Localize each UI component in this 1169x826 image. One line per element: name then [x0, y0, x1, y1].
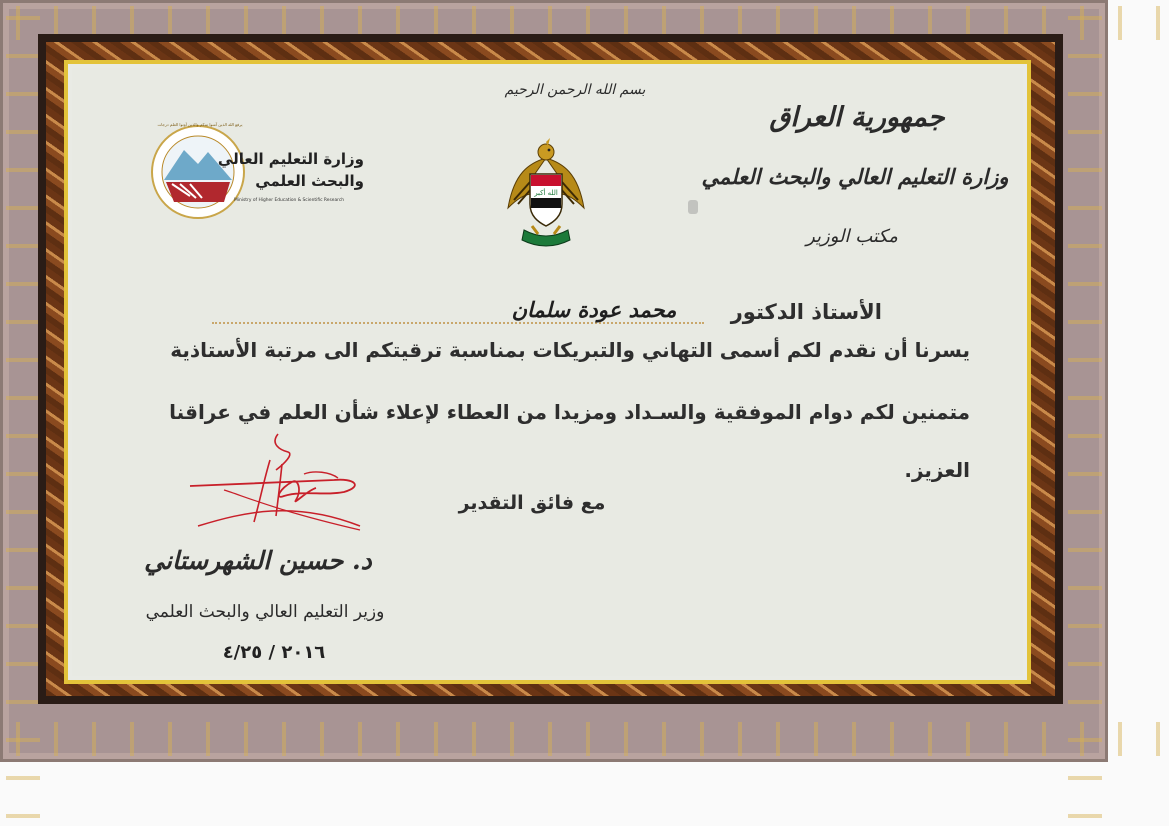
iraqi-emblem [504, 138, 588, 254]
republic-title: جمهورية العراق [769, 102, 945, 133]
certificate-paper [72, 68, 1023, 676]
signatory-name: د. حسين الشهرستاني [144, 546, 372, 575]
logo-english-name: Ministry of Higher Education & Scientific Research [234, 198, 345, 203]
paper-stain [688, 200, 698, 214]
salutation: الأستاذ الدكتور [730, 300, 882, 324]
signature-date: ٢٠١٦ / ٤/٢٥ [222, 642, 326, 663]
recipient-name: محمد عودة سلمان [511, 298, 677, 322]
logo-name-line2: والبحث العلمي [255, 172, 364, 190]
signatory-title: وزير التعليم العالي والبحث العلمي [145, 602, 385, 622]
logo-ring-text: يرفع الله الذين آمنوا منكم والذين أوتوا العلم درجات [157, 122, 243, 127]
ornament-bottom [6, 722, 1163, 756]
logo-name-line1: وزارة التعليم العالي [217, 150, 364, 168]
letter-line-1: يسرنا أن نقدم لكم أسمى التهاني والتبريكات بمناسبة ترقيتكم الى مرتبة الأستاذية [170, 338, 970, 362]
ministry-title: وزارة التعليم العالي والبحث العلمي [701, 164, 1009, 189]
office-title: مكتب الوزير [806, 226, 898, 247]
ornament-right [1068, 6, 1102, 820]
closing-regards: مع فائق التقدير [458, 492, 606, 514]
handwritten-signature [184, 430, 374, 540]
emblem-banner-text: الله أكبر [534, 189, 558, 197]
letter-line-3: العزيز. [904, 458, 970, 482]
ornament-left [6, 6, 40, 820]
basmala: بسم الله الرحمن الرحيم [504, 82, 646, 98]
letter-line-2: متمنين لكم دوام الموفقية والسـداد ومزيدا من العطاء لإعلاء شأن العلم في عراقنا [169, 400, 970, 424]
ministry-logo [150, 120, 365, 230]
